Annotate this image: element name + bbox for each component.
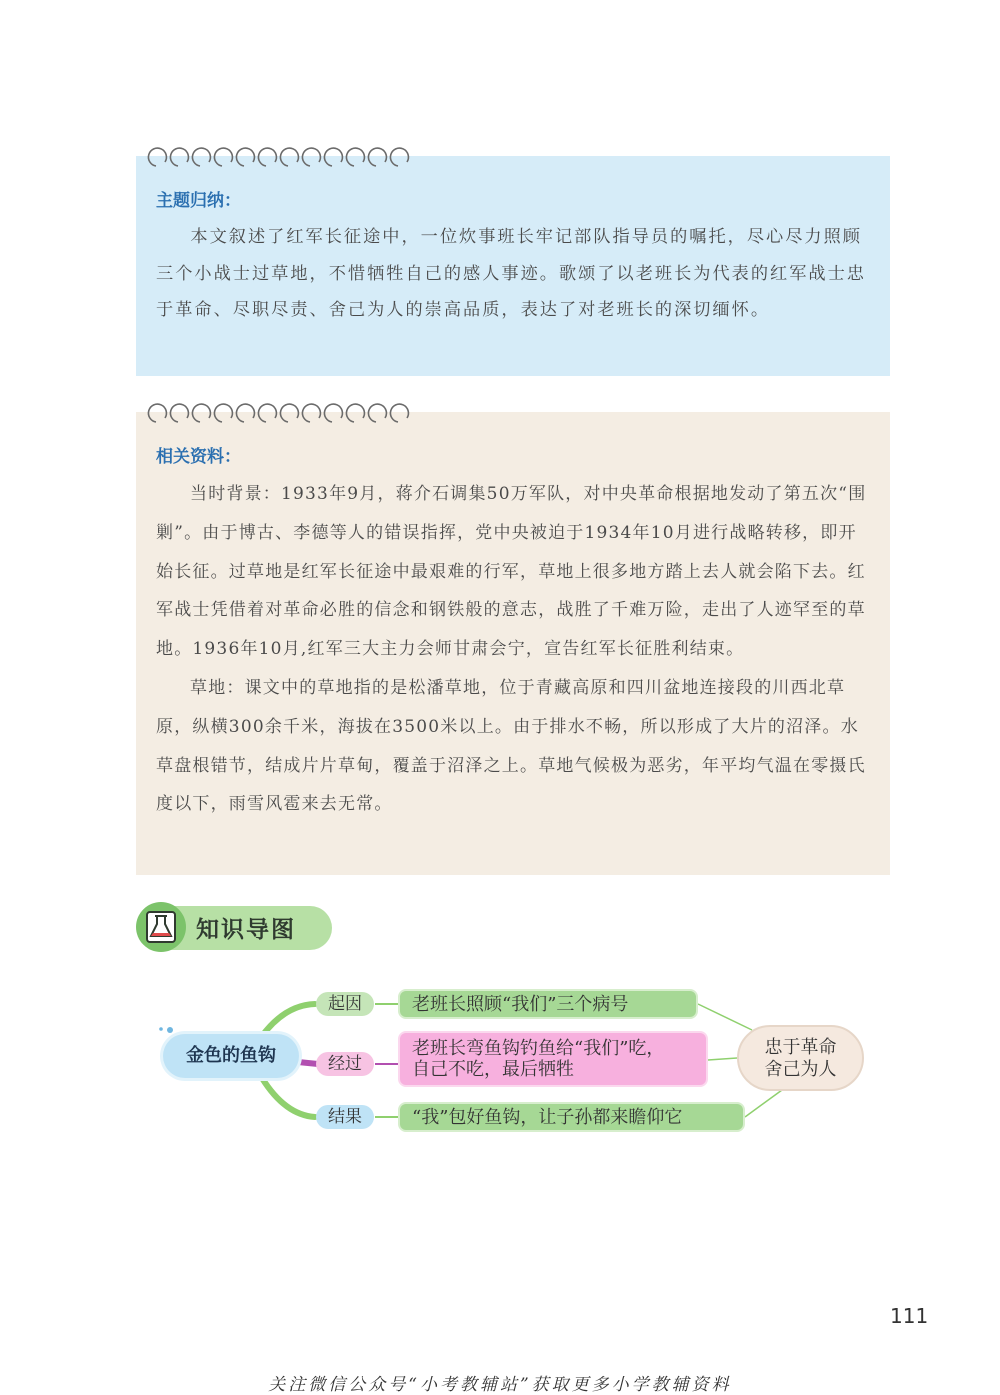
connector-process — [298, 1062, 318, 1064]
detail-process-line-2: 自己不吃，最后牺牲 — [412, 1059, 574, 1080]
tag-result: 结果 — [316, 1105, 374, 1129]
detail-cause: 老班长照顾“我们”三个病号 — [398, 989, 698, 1019]
footer-note: 关注微信公众号“小考教辅站”获取更多小学教辅资料 — [268, 1375, 732, 1395]
theme-summary-paragraph: 本文叙述了红军长征途中，一位炊事班长牢记部队指导员的嘱托，尽心尽力照顾三个小战士过草地，不惜牺牲自己的感人事迹。歌颂了以老班长为代表的红军战士忠于革命、尽职尽责、舍己为人的崇高品质，表达了对老班长的深切缅怀。 — [156, 227, 866, 320]
bubble-dot — [167, 1027, 173, 1033]
connector-summary-mid — [708, 1058, 737, 1060]
related-materials-title: 相关资料： — [156, 447, 241, 467]
connector-summary-top — [698, 1004, 752, 1030]
page-number: 111 — [890, 1304, 929, 1328]
related-paragraph-background: 当时背景：1933年9月，蒋介石调集50万军队，对中央革命根据地发动了第五次“围剿”。由于博古、李德等人的错误指挥，党中央被迫于1934年10月进行战略转移，即开始长征。过草地是红军长征途中最艰难的行军，草地上很多地方踏上去人就会陷下去。红军战士凭借着对革命必胜的信念和钢铁般的意志，战胜了千难万险，走出了人迹罕至的草地。1936年10月,红军三大主力会师甘肃会宁，宣告红军长征胜利结束。 — [156, 484, 867, 660]
knowledge-map-title: 知识导图 — [196, 917, 296, 943]
detail-process — [398, 1031, 708, 1087]
detail-result: “我”包好鱼钩，让子孙都来瞻仰它 — [398, 1102, 745, 1132]
detail-process-line-1: 老班长弯鱼钩钓鱼给“我们”吃， — [412, 1038, 665, 1059]
connector-cause — [262, 1004, 315, 1036]
connector-summary-bottom — [745, 1090, 782, 1117]
related-paragraph-grassland: 草地：课文中的草地指的是松潘草地，位于青藏高原和四川盆地连接段的川西北草原，纵横300余千米，海拔在3500米以上。由于排水不畅，所以形成了大片的沼泽。水草盘根错节，结成片片草甸，覆盖于沼泽之上。草地气候极为恶劣，年平均气温在零摄氏度以下，雨雪风雹来去无常。 — [156, 677, 866, 815]
bubble-dot — [159, 1027, 163, 1031]
tag-cause: 起因 — [316, 992, 374, 1016]
theme-summary-title: 主题归纳： — [156, 191, 241, 211]
summary-line-2: 舍己为人 — [764, 1059, 837, 1080]
tag-process: 经过 — [316, 1052, 374, 1076]
mind-map-center: 金色的鱼钩 — [163, 1034, 299, 1078]
summary-line-1: 忠于革命 — [764, 1037, 837, 1058]
connector-result — [262, 1078, 315, 1117]
mind-map-summary — [737, 1025, 864, 1091]
